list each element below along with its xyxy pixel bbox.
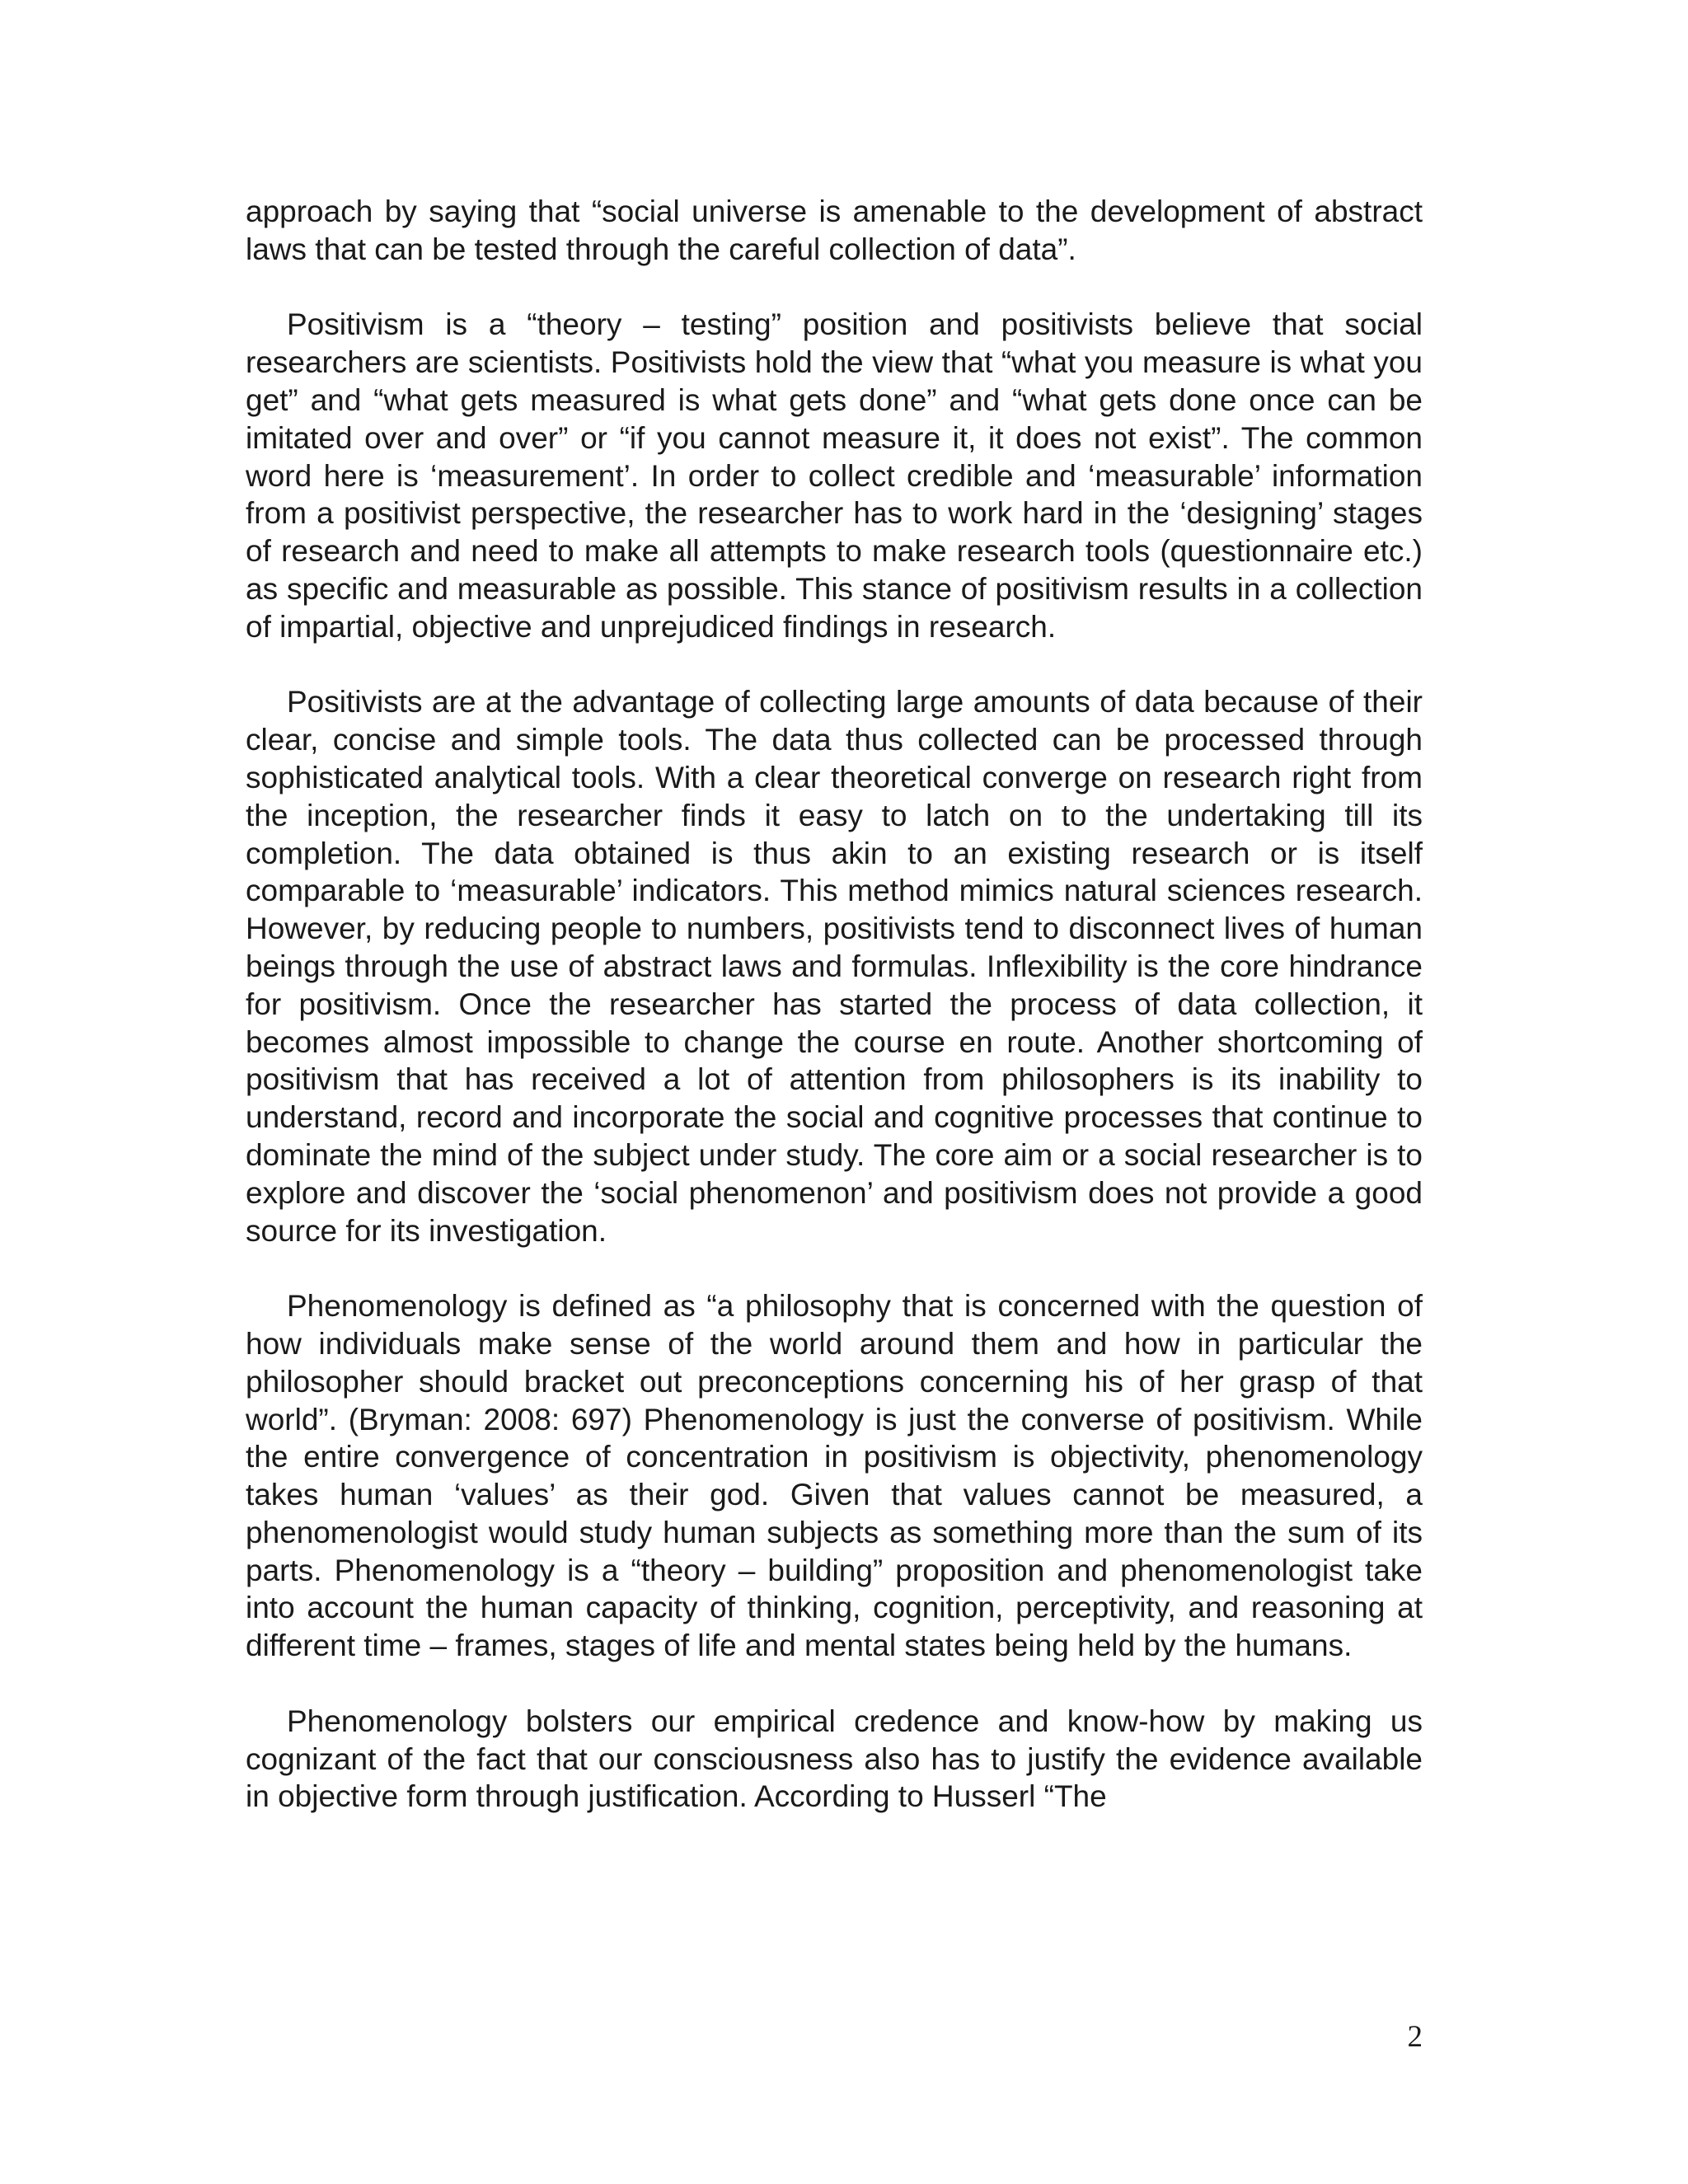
body-text bbox=[246, 193, 1423, 1816]
paragraph-5: Phenomenology bolsters our empirical credence and know-how by making us cognizant of the fact that our consciousness also has to justify the evidence available in objective form through justification. According to Husserl “The bbox=[246, 1704, 1423, 1814]
page-number: 2 bbox=[1407, 2020, 1423, 2054]
paragraph-3: Positivists are at the advantage of collecting large amounts of data because of their clear, concise and simple tools. The data thus collected can be processed through sophisticated analytical tools. With a clear theoretical converge on research right from the inception, the researcher finds it easy to latch on to the undertaking till its completion. The data obtained is thus akin to an existing research or is itself comparable to ‘measurable’ indicators. This method mimics natural sciences research. However, by reducing people to numbers, positivists tend to disconnect lives of human beings through the use of abstract laws and formulas. Inflexibility is the core hindrance for positivism. Once the researcher has started the process of data collection, it becomes almost impossible to change the course en route. Another shortcoming of positivism that has received a lot of attention from philosophers is its inability to understand, record and incorporate the social and cognitive processes that continue to dominate the mind of the subject under study. The core aim or a social researcher is to explore and discover the ‘social phenomenon’ and positivism does not provide a good source for its investigation. bbox=[246, 685, 1423, 1248]
paragraph-1: approach by saying that “social universe is amenable to the development of abstract laws that can be tested through the careful collection of data”. bbox=[246, 194, 1423, 266]
paragraph-4: Phenomenology is defined as “a philosophy that is concerned with the question of how individuals make sense of the world around them and how in particular the philosopher should bracket out preconceptions concerning his of her grasp of that world”. (Bryman: 2008: 697) Phenomenology is just the converse of positivism. While the entire convergence of concentration in positivism is objectivity, phenomenology takes human ‘values’ as their god. Given that values cannot be measured, a phenomenologist would study human subjects as something more than the sum of its parts. Phenomenology is a “theory – building” proposition and phenomenologist take into account the human capacity of thinking, cognition, perceptivity, and reasoning at different time – frames, stages of life and mental states being held by the humans. bbox=[246, 1289, 1423, 1663]
paragraph-2: Positivism is a “theory – testing” position and positivists believe that social researchers are scientists. Positivists hold the view that “what you measure is what you get” and “what gets measured is what gets done” and “what gets done once can be imitated over and over” or “if you cannot measure it, it does not exist”. The common word here is ‘measurement’. In order to collect credible and ‘measurable’ information from a positivist perspective, the researcher has to work hard in the ‘designing’ stages of research and need to make all attempts to make research tools (questionnaire etc.) as specific and measurable as possible. This stance of positivism results in a collection of impartial, objective and unprejudiced findings in research. bbox=[246, 307, 1423, 644]
